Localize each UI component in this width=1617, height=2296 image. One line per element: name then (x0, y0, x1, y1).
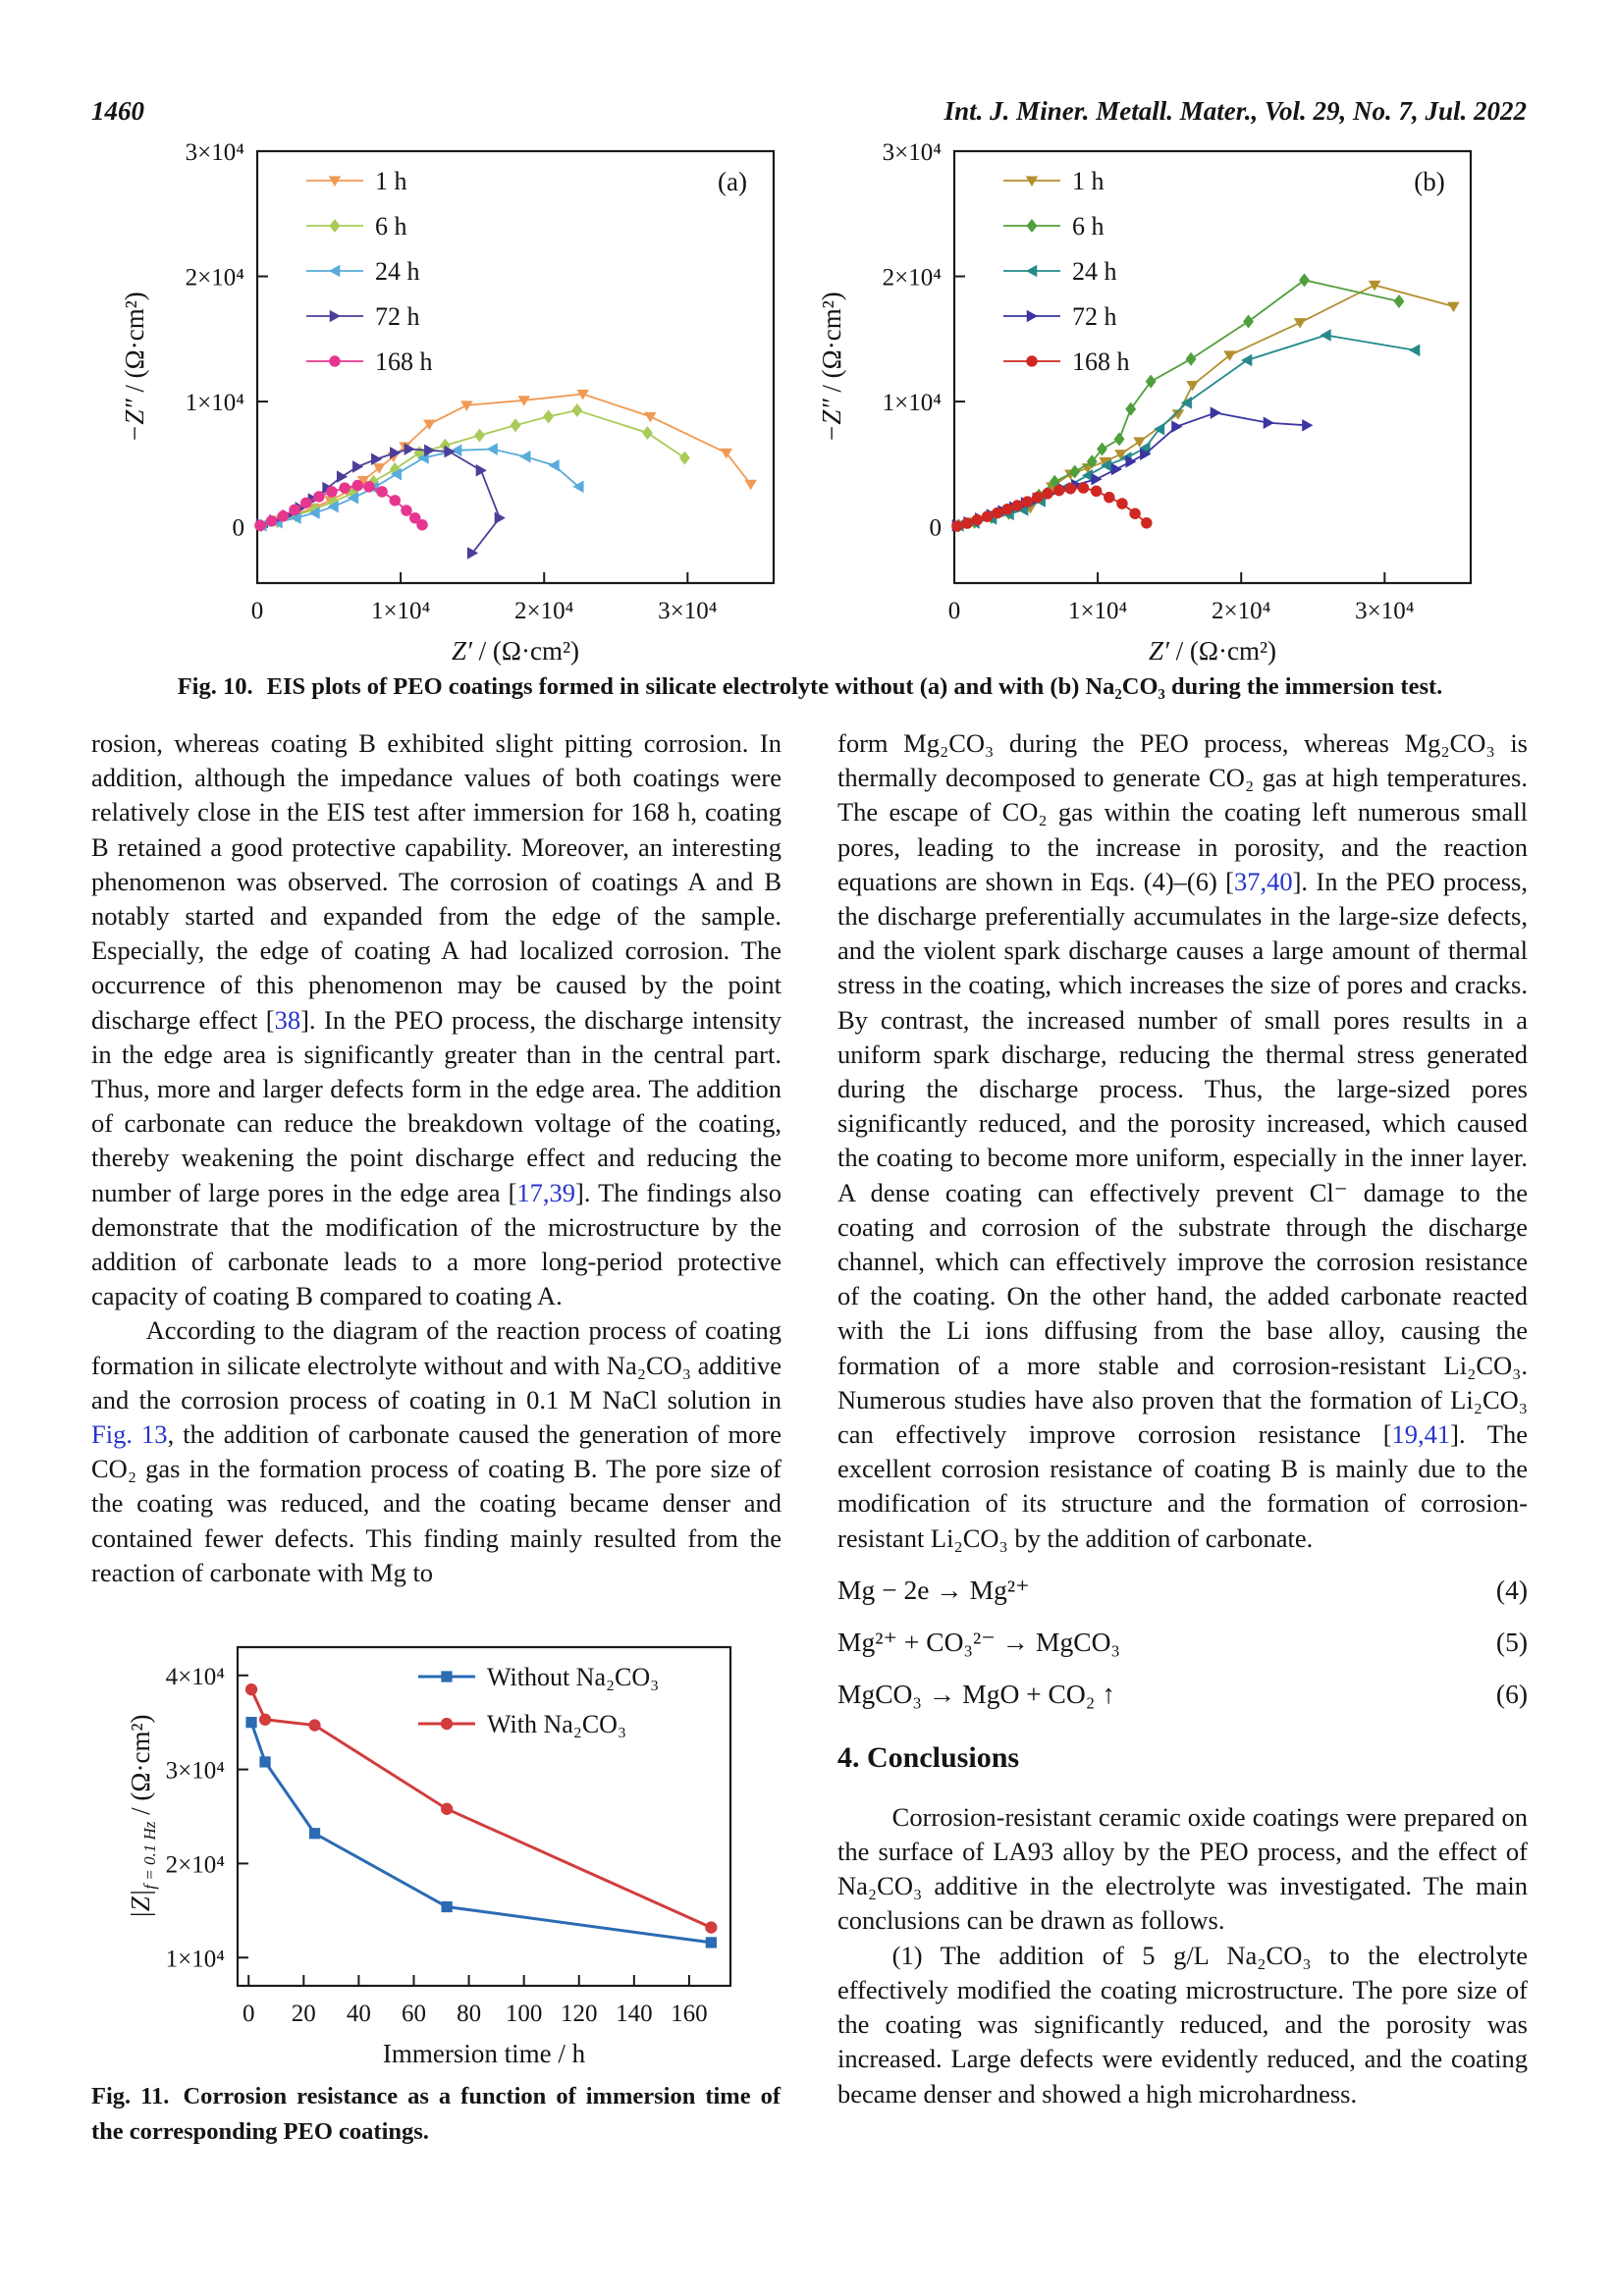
svg-text:1×10⁴: 1×10⁴ (1067, 598, 1128, 624)
citation-link[interactable]: Fig. 13 (91, 1419, 168, 1450)
svg-text:2×10⁴: 2×10⁴ (165, 1851, 225, 1879)
right-column (837, 726, 1528, 2111)
figure11-caption (91, 2079, 781, 2150)
svg-text:2×10⁴: 2×10⁴ (185, 264, 244, 292)
paragraph (91, 726, 782, 1313)
series-6 h (953, 273, 1404, 532)
figure10-caption (91, 671, 1529, 703)
paragraph (837, 726, 1528, 1556)
legend (1003, 167, 1130, 376)
svg-text:3×10⁴: 3×10⁴ (185, 139, 244, 166)
svg-text:0: 0 (242, 2001, 255, 2027)
svg-text:2×10⁴: 2×10⁴ (1212, 598, 1271, 624)
series-72 h (256, 443, 506, 559)
paragraph (837, 1800, 1528, 1939)
eis-plot-a (110, 137, 787, 667)
journal-header: Int. J. Miner. Metall. Mater., Vol. 29, No. 7, Jul. 2022 (943, 96, 1527, 126)
text-segment: form Mg₂CO₃ during the PEO process, whereas Mg₂CO₃ is thermally decomposed to generate CO₂ gas at high temperatures. The escape of CO₂ gas within the coating left numerous small pores, leading to the increase in porosity, and the reaction equations are shown in Eqs. (4)–(6) [ (837, 728, 1528, 896)
svg-text:60: 60 (401, 2001, 426, 2027)
equation-block (837, 1572, 1528, 1712)
text-segment: Corrosion-resistant ceramic oxide coatings were prepared on the surface of LA93 alloy by the PEO process, and the effect of Na₂CO₃ additive in the electrolyte was investigated. The main conclusions can be drawn as follows. (837, 1801, 1528, 1936)
text-segment: According to the diagram of the reaction process of coating formation in silicate electrolyte without and with Na₂CO₃ additive and the corrosion process of coating in 0.1 M NaCl solution in (91, 1315, 782, 1415)
paragraph (837, 1939, 1528, 2111)
figure10-label: Fig. 10. (177, 673, 253, 700)
x-axis-label: Z′ / (Ω·cm²) (451, 636, 580, 666)
corrosion-resistance-plot (120, 1635, 768, 2072)
plot-frame (954, 151, 1471, 583)
text-segment: , the addition of carbonate caused the generation of more CO₂ gas in the formation process of coating B. The pore size of the coating was reduced, and the coating became denser and contained fewer defects. This finding mainly resulted from the reaction of carbonate with Mg to (91, 1419, 782, 1587)
svg-text:1 h: 1 h (375, 167, 407, 195)
equation-expression: Mg²⁺ + CO₃²⁻ → MgCO₃ (837, 1626, 1121, 1657)
equation-expression: Mg − 2e → Mg²⁺ (837, 1574, 1030, 1605)
citation-link[interactable]: 37,40 (1233, 866, 1293, 896)
svg-text:40: 40 (346, 2001, 371, 2027)
citation-link[interactable]: 38 (274, 1004, 301, 1035)
svg-text:0: 0 (250, 598, 264, 624)
figure11-caption-text: Corrosion resistance as a function of immersion time of the corresponding PEO coatings. (91, 2083, 782, 2145)
svg-text:20: 20 (291, 2001, 316, 2027)
svg-text:3×10⁴: 3×10⁴ (658, 598, 718, 624)
svg-text:3×10⁴: 3×10⁴ (882, 139, 942, 166)
legend (306, 167, 433, 376)
svg-text:72 h: 72 h (1072, 302, 1117, 331)
equation-6 (837, 1676, 1528, 1712)
text-segment: ]. In the PEO process, the discharge intensity in the edge area is significantly greater than in the central part. Thus, more and larger defects form in the edge area. The addition of carbonate can reduce the breakdown voltage of the coating, thereby weakening the point discharge effect and reducing the number of large pores in the edge area [ (91, 1004, 782, 1207)
citation-link[interactable]: 17,39 (516, 1177, 576, 1207)
svg-text:3×10⁴: 3×10⁴ (165, 1757, 225, 1785)
paragraph (91, 1313, 782, 1590)
y-axis-label: −Z″ / (Ω·cm²) (817, 292, 846, 443)
x-axis-label: Z′ / (Ω·cm²) (1148, 636, 1277, 666)
figure10-caption-text: EIS plots of PEO coatings formed in silicate electrolyte without (a) and with (b) Na₂CO₃ during the immersion test. (266, 673, 1443, 700)
figure11-label: Fig. 11. (91, 2083, 170, 2109)
svg-text:0: 0 (947, 598, 961, 624)
svg-text:3×10⁴: 3×10⁴ (1355, 598, 1415, 624)
svg-text:0: 0 (929, 514, 942, 542)
svg-text:24 h: 24 h (375, 257, 420, 286)
text-segment: ]. In the PEO process, the discharge preferentially accumulates in the large-size defects, and the violent spark discharge causes a large amount of thermal stress in the coating, which increases the size of pores and cracks. By contrast, the increased number of small pores results in a uniform spark discharge, reducing the thermal stress generated during the discharge process. Thus, the large-sized pores significantly reduced, and the porosity increased, which caused the coating to become more uniform, especially in the inner layer. A dense coating can effectively prevent Cl⁻ damage to the coating and corrosion of the substrate through the discharge channel, which can effectively improve the corrosion resistance of the coating. On the other hand, the added carbonate reacted with the Li ions diffusing from the base alloy, causing the formation of a more stable and corrosion-resistant Li₂CO₃. Numerous studies have also proven that the formation of Li₂CO₃ can effectively improve corrosion resistance [ (837, 866, 1528, 1450)
equation-number: (6) (1495, 1678, 1528, 1709)
svg-text:80: 80 (457, 2001, 482, 2027)
y-axis-label: −Z″ / (Ω·cm²) (120, 292, 149, 443)
svg-text:100: 100 (505, 2001, 543, 2027)
equation-number: (5) (1495, 1626, 1528, 1657)
eis-plot-b (807, 137, 1484, 667)
text-segment: (1) The addition of 5 g/L Na₂CO₃ to the electrolyte effectively modified the coating microstructure. The pore size of the coating was significantly reduced, and the porosity was increased. Large defects were evidently reduced, and the coating became denser and showed a high microhardness. (837, 1940, 1528, 2109)
svg-text:2×10⁴: 2×10⁴ (882, 264, 942, 292)
x-axis-label: Immersion time / h (382, 2039, 586, 2068)
legend (418, 1663, 659, 1738)
plot-frame (257, 151, 774, 583)
y-axis-label: $|Z|_{f = 0.1 Hz} / (\Omega\cdot cm^2)$ (126, 1714, 159, 1919)
svg-text:0: 0 (232, 514, 244, 542)
svg-text:160: 160 (671, 2001, 708, 2027)
equation-expression: MgCO₃ → MgO + CO₂ ↑ (837, 1678, 1115, 1709)
svg-text:6 h: 6 h (375, 212, 407, 240)
left-column (91, 726, 782, 1590)
svg-text:140: 140 (616, 2001, 653, 2027)
svg-text:1×10⁴: 1×10⁴ (185, 390, 244, 417)
series-With Na₂CO₃ (245, 1683, 718, 1934)
equation-number: (4) (1495, 1574, 1528, 1605)
svg-text:(b): (b) (1414, 167, 1445, 196)
svg-text:168 h: 168 h (1072, 347, 1130, 376)
page-number: 1460 (91, 96, 144, 126)
svg-text:Without Na₂CO₃: Without Na₂CO₃ (487, 1663, 660, 1691)
series-Without Na₂CO₃ (245, 1717, 717, 1949)
series-6 h (256, 403, 690, 532)
svg-text:6 h: 6 h (1072, 212, 1105, 240)
svg-text:24 h: 24 h (1072, 257, 1117, 286)
text-segment: ]. The findings also demonstrate that the modification of the microstructure by the addition of carbonate leads to a more long-period protective capacity of coating B compared to coating A. (91, 1177, 782, 1311)
svg-text:72 h: 72 h (375, 302, 420, 331)
conclusions-heading: 4. Conclusions (837, 1740, 1020, 1774)
svg-text:1 h: 1 h (1072, 167, 1105, 195)
equation-4 (837, 1572, 1528, 1608)
svg-text:4×10⁴: 4×10⁴ (165, 1663, 225, 1690)
svg-text:1×10⁴: 1×10⁴ (882, 390, 942, 417)
citation-link[interactable]: 19,41 (1391, 1419, 1451, 1450)
svg-text:1×10⁴: 1×10⁴ (165, 1946, 225, 1973)
text-segment: ]. The excellent corrosion resistance of coating B is mainly due to the modification of its structure and the formation of corrosion-resistant Li₂CO₃ by the addition of carbonate. (837, 1419, 1528, 1553)
equation-5 (837, 1624, 1528, 1660)
text-segment: rosion, whereas coating B exhibited slight pitting corrosion. In addition, although the impedance values of both coatings were relatively close in the EIS test after immersion for 168 h, coating B retained a good protective capability. Moreover, an interesting phenomenon was observed. The corrosion of coatings A and B notably started and expanded from the edge of the sample. Especially, the edge of coating A had localized corrosion. The occurrence of this phenomenon may be caused by the point discharge effect [ (91, 728, 782, 1035)
svg-text:With Na₂CO₃: With Na₂CO₃ (487, 1710, 627, 1738)
svg-text:1×10⁴: 1×10⁴ (370, 598, 431, 624)
svg-text:(a): (a) (718, 167, 747, 196)
svg-text:168 h: 168 h (375, 347, 433, 376)
svg-text:120: 120 (561, 2001, 598, 2027)
svg-text:2×10⁴: 2×10⁴ (514, 598, 574, 624)
